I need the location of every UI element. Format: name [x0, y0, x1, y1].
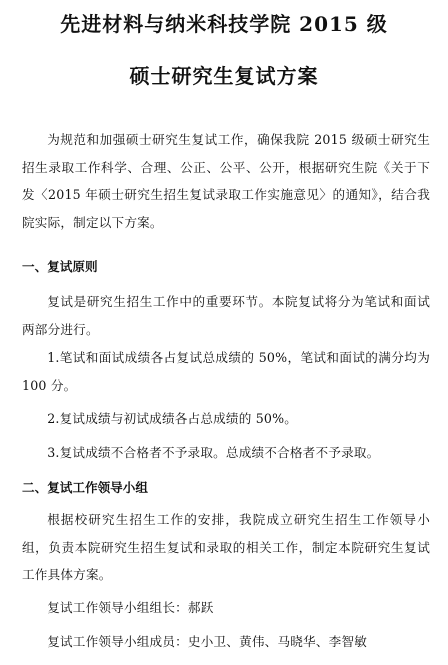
section-1-heading: 一、复试原则: [22, 259, 98, 274]
section-1-item-1: 1.笔试和面试成绩各占复试总成绩的 50%，笔试和面试的满分均为 100 分。: [22, 350, 430, 393]
section-2-paragraph: 根据校研究生招生工作的安排，我院成立研究生招生工作领导小组，负责本院研究生招生复试和录取的相关工作，制定本院研究生复试工作具体方案。: [22, 512, 430, 582]
section-2-leader: 复试工作领导小组组长：郝跃: [47, 600, 214, 615]
section-2-heading: 二、复试工作领导小组: [22, 480, 148, 495]
section-1-paragraph: 复试是研究生招生工作中的重要环节。本院复试将分为笔试和面试两部分进行。: [22, 294, 430, 337]
intro-paragraph: 为规范和加强硕士研究生复试工作，确保我院 2015 级硕士研究生招生录取工作科学、合理、公正、公平、公开，根据研究生院《关于下发〈2015 年硕士研究生招生复试录取工作实施意见〉的通知》，结合我院实际，制定以下方案。: [22, 132, 430, 230]
document-title-line-2: 硕士研究生复试方案: [129, 64, 319, 88]
section-1-item-2: 2.复试成绩与初试成绩各占总成绩的 50%。: [47, 411, 298, 426]
document-title-line-1: 先进材料与纳米科技学院 2015 级: [60, 12, 388, 36]
section-2-members: 复试工作领导小组成员：史小卫、黄伟、马晓华、李智敏: [47, 634, 368, 649]
section-1-item-3: 3.复试成绩不合格者不予录取。总成绩不合格者不予录取。: [47, 445, 380, 460]
